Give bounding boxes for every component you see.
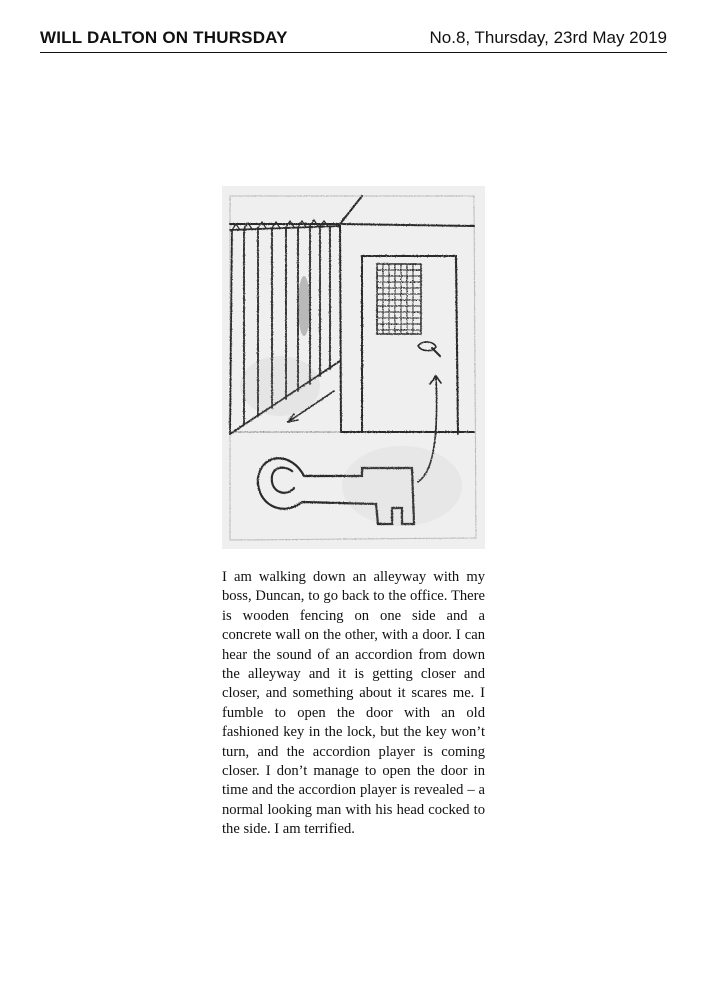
alleyway-drawing: [222, 186, 485, 549]
page-header: [40, 26, 667, 53]
masthead-title: WILL DALTON ON THURSDAY: [40, 28, 288, 47]
story-text: I am walking down an alleyway with my boss, Duncan, to go back to the office. There is wooden fencing on one side and a concrete wall on the other, with a door. I can hear the sound of an accordion from down the alleyway and it is getting closer and closer, and something about it scares me. I fumble to open the door with an old fashioned key in the lock, but the key won’t turn, and the accordion player is coming closer. I don’t manage to open the door in time and the accordion player is revealed – a normal looking man with his head cocked to the side. I am terrified.: [222, 569, 485, 838]
issue-info: No.8, Thursday, 23rd May 2019: [429, 28, 667, 47]
